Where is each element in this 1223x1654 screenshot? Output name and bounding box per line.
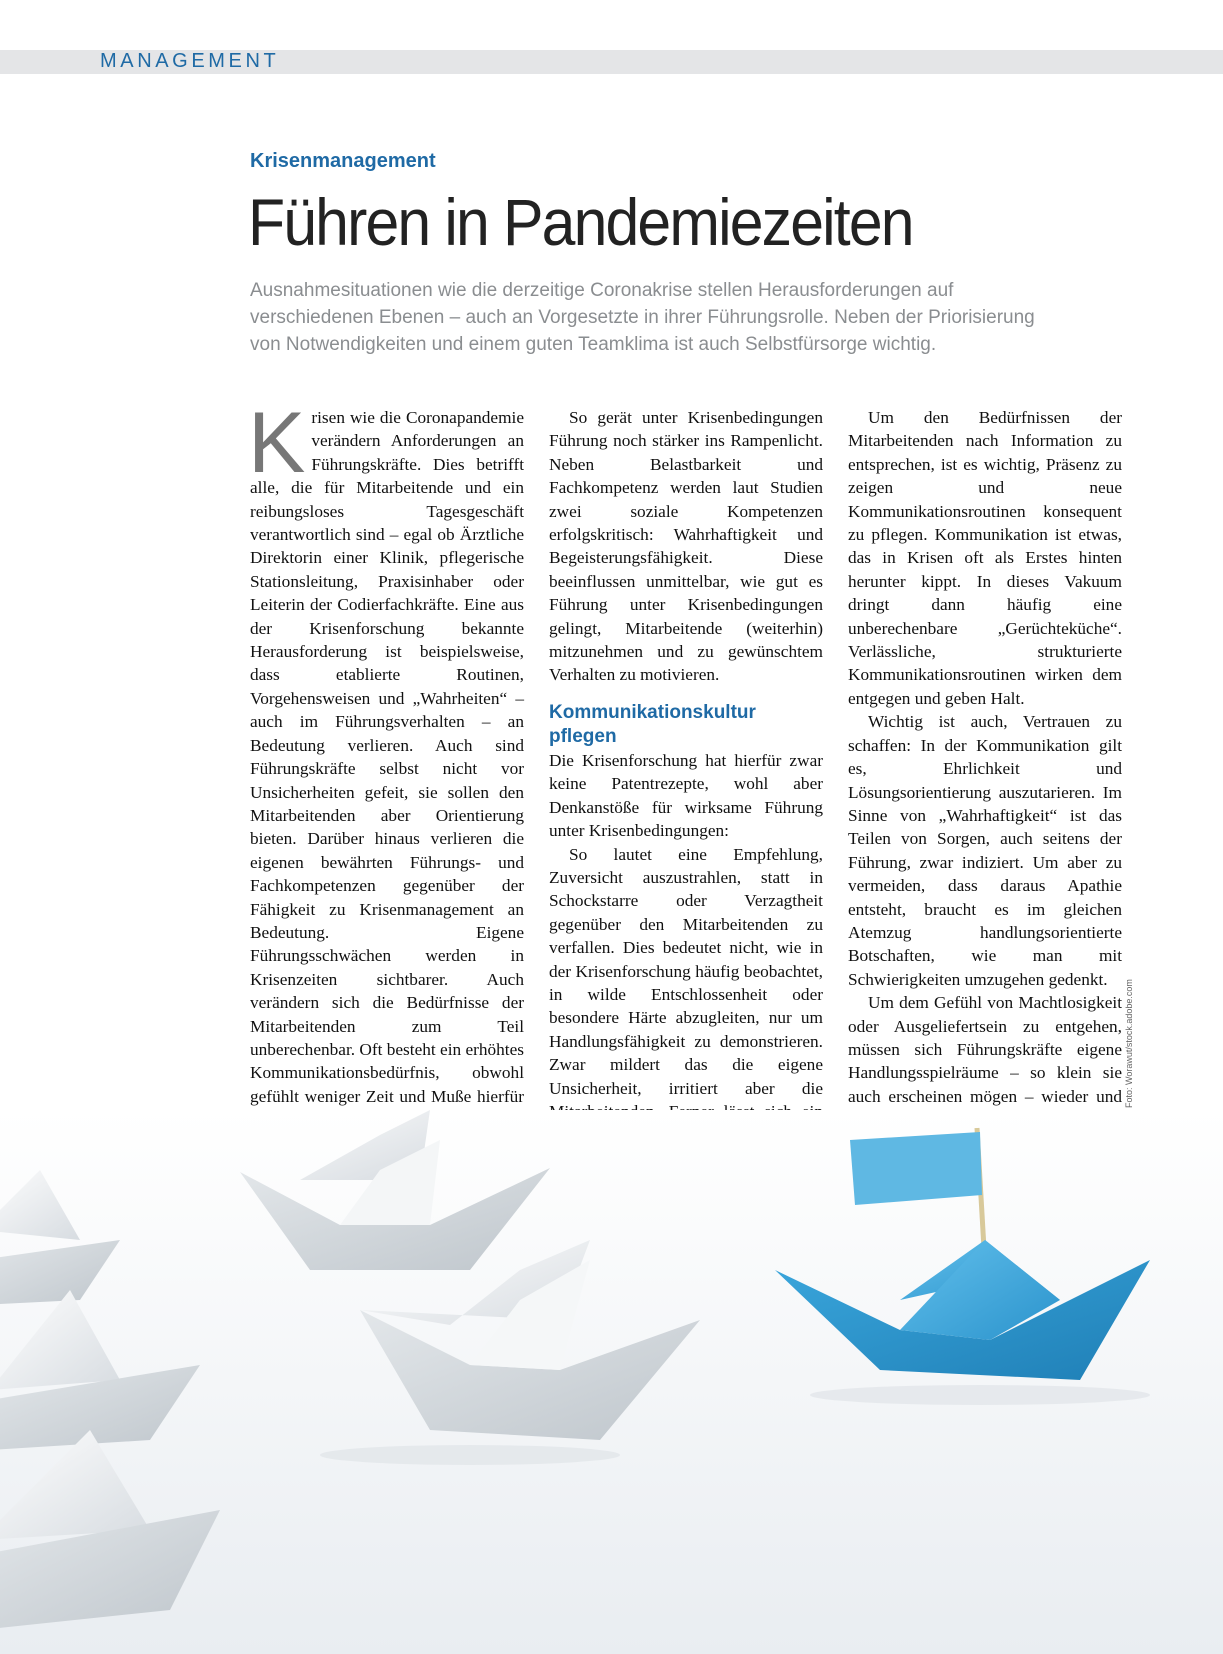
paragraph: So gerät unter Krisenbedingungen Führung noch stärker ins Rampenlicht. Neben Belastbarkeit und Fachkompetenz werden laut Studien zwei soziale Kompetenzen erfolgskritisch: Wahrhaftigkeit und Begeisterungsfähigkeit. Diese beeinflussen unmittelbar, wie gut es Führung unter Krisenbedingungen gelingt, Mitarbeitende (weiterhin) mitzunehmen und zu gewünschtem Verhalten zu motivieren. [549,408,823,685]
lead-line: verschiedenen Ebenen – auch an Vorgesetzte in ihrer Führungsrolle. Neben der Priorisierung [250,307,1035,328]
paragraph: Die Krisenforschung hat hierfür zwar keine Patentrezepte, wohl aber Denkanstöße für wirksame Führung unter Krisenbedingungen: [549,750,823,841]
lead-line: von Notwendigkeiten und einem guten Teamklima ist auch Selbstfürsorge wichtig. [250,334,937,355]
lead-line: Ausnahmesituationen wie die derzeitige Coronakrise stellen Herausforderungen auf [250,280,954,301]
body-column-1 [248,395,524,1202]
body-column-3 [848,406,1122,1132]
photo-credit: Foto: Worawut/stock.adobe.com [1124,979,1134,1108]
paragraph: Um den Bedürfnissen der Mitarbeitenden nach Information zu entsprechen, ist es wichtig, Präsenz zu zeigen und neue Kommunikationsroutinen konsequent zu pflegen. Kommunikation ist etwas, das in Krisen oft als Erstes hinten herunter kippt. In dieses Vakuum dringt dann häufig eine unberechenbare „Gerüchteküche“. Verlässliche, strukturierte Kommunikationsroutinen wirken dem entgegen und geben Halt. [848,408,1122,708]
paragraph: Um dem Gefühl von Machtlosigkeit oder Ausgeliefertsein zu entgehen, müssen sich Führungskräfte eigene Handlungsspielräume – so klein sie auch erscheinen mögen – wieder und [848,993,1122,1106]
drop-cap: K [248,395,306,491]
article-lead [250,277,1100,358]
paragraph-text: risen wie die Coronapandemie verändern Anforderungen an Führungskräfte. Dies betrifft alle, die für Mitarbeitende und ein reibungsloses Tagesgeschäft verantwortlich sind – egal ob Ärztliche Direktorin einer Klinik, pflegerische Stationsleitung, Praxisinhaber oder Leiterin der Codierfachkräfte. Eine aus der Krisenforschung bekannte Herausforderung ist beispielsweise, dass etablierte Routinen, Vorgehensweisen und „Wahrheiten“ – auch im Führungsverhalten – an Bedeutung verlieren. Auch sind Führungskräfte selbst nicht vor Unsicherheiten gefeit, sie sollen den Mitarbeitenden aber Orientierung bieten. Darüber hinaus verlieren die eigenen bewährten Führungs- und Fachkompetenzen gegenüber der Fähigkeit zu Krisenmanagement an Bedeutung. Eigene Führungsschwächen werden in Krisenzeiten sichtbarer. Auch verändern sich die Bedürfnisse der Mitarbeitenden zum Teil unberechenbar. Oft besteht ein erhöhtes Kommunikationsbedürfnis, obwohl gefühlt weniger Zeit und Muße hierfür [250,408,524,1106]
paragraph [248,395,524,1202]
article-kicker: Krisenmanagement [250,150,436,172]
subheading: Kommunikationskultur pflegen [549,701,756,747]
paper-boats-photo [0,1110,1223,1654]
paragraph: So lautet eine Empfehlung, Zuversicht auszustrahlen, statt in Schockstarre oder Verzagtheit gegenüber den Mitarbeitenden zu verfallen. Dies bedeutet nicht, wie in der Krisenforschung häufig beobachtet, in wilde Entschlossenheit oder besondere Härte abzugleiten, nur um Handlungsfähigkeit zu demonstrieren. Zwar mildert das die eigene Unsicherheit, irritiert aber die [549,844,823,1098]
paragraph: Wichtig ist auch, Vertrauen zu schaffen: In der Kommunikation gilt es, Ehrlichkeit und Lösungsorientierung auszutarieren. Im Sinne von „Wahrhaftigkeit“ ist das Teilen von Sorgen, auch seitens der Führung, zwar indiziert. Um aber zu vermeiden, dass daraus Apathie entsteht, braucht es im gleichen Atemzug handlungsorientierte Botschaften, wie man mit Schwierigkeiten umzugehen gedenkt. [848,712,1122,989]
body-column-2 [549,406,823,1194]
article-title: Führen in Pandemiezeiten [248,185,913,259]
flag [850,1132,982,1205]
section-label: MANAGEMENT [100,50,280,72]
